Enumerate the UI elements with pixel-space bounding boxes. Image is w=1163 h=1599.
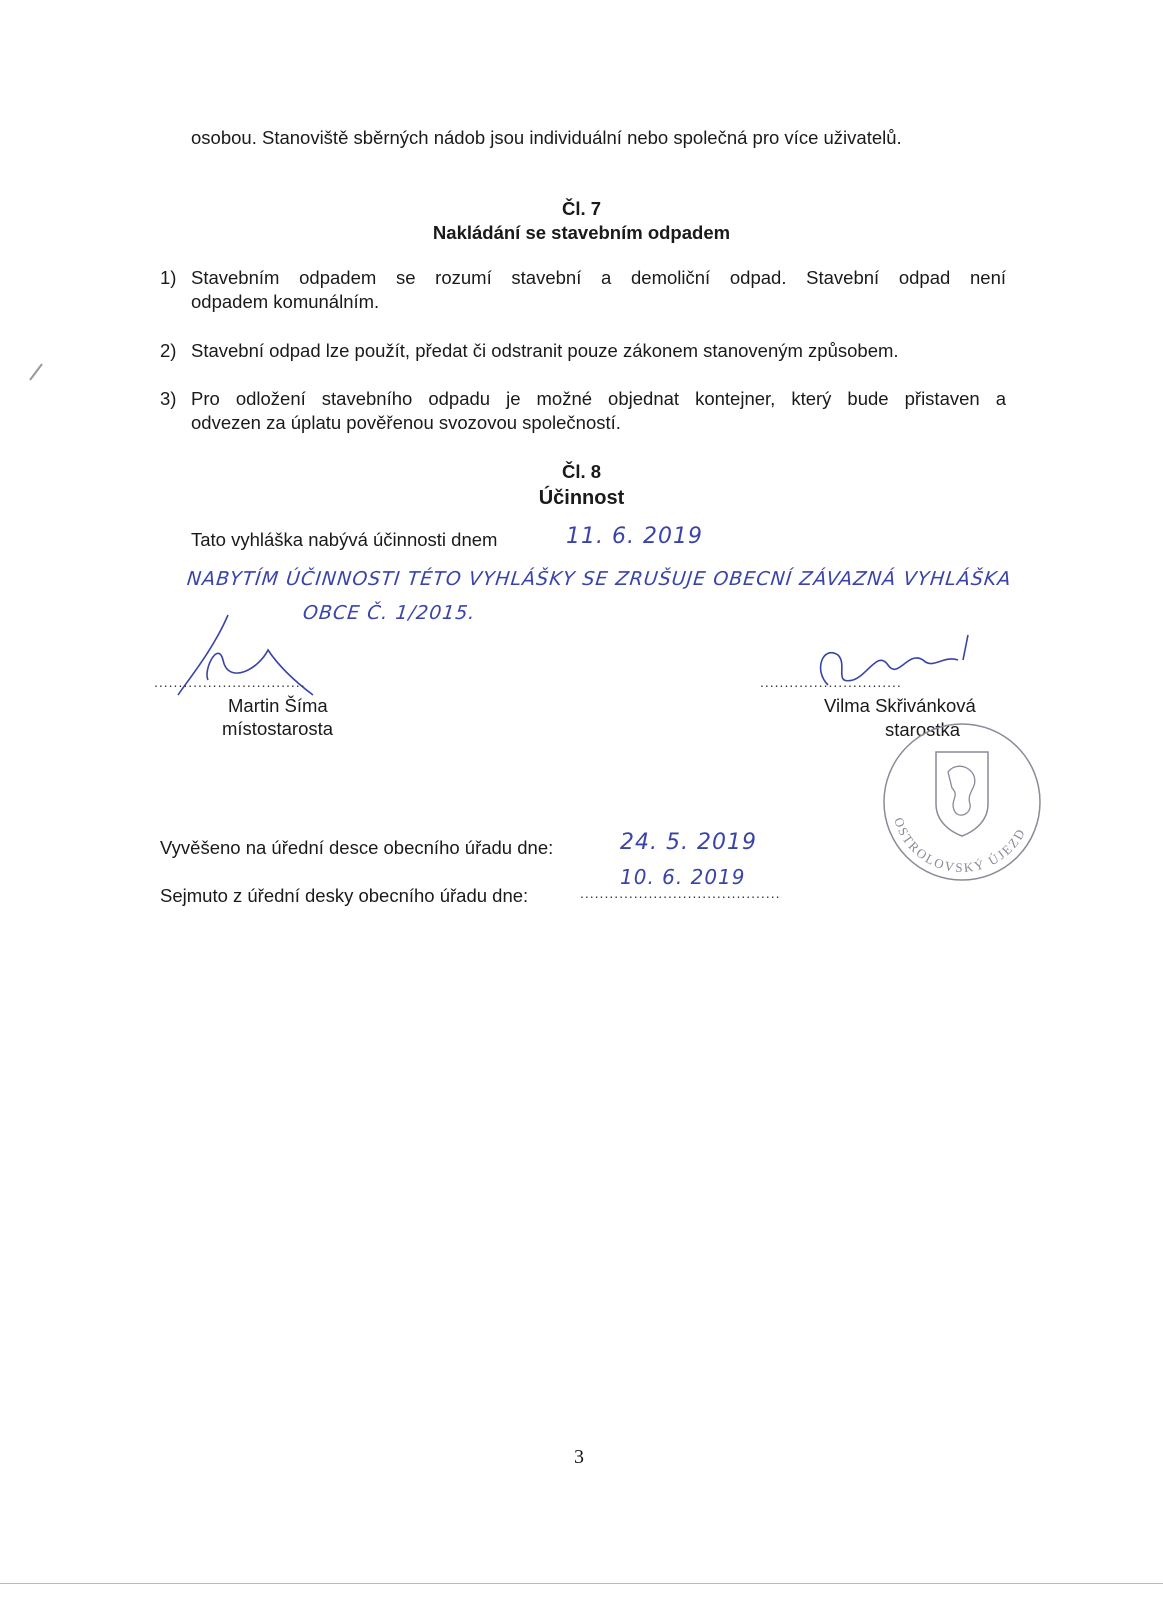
- signature-line-right: .............................: [760, 674, 902, 690]
- signatory-right-name: Vilma Skřivánková: [824, 695, 976, 716]
- page-number: 3: [574, 1446, 584, 1468]
- item-number: 3): [160, 388, 177, 409]
- item-number: 1): [160, 267, 177, 288]
- effect-date-handwritten: 11. 6. 2019: [566, 524, 703, 549]
- signatory-right-role: starostka: [885, 719, 961, 740]
- signatory-left-name: Martin Šíma: [228, 695, 328, 716]
- effect-text: Tato vyhláška nabývá účinnosti dnem: [191, 529, 498, 550]
- item-line: odvezen za úplatu pověřenou svozovou společností.: [191, 412, 621, 433]
- removed-label: Sejmuto z úřední desky obecního úřadu dne:: [160, 885, 529, 906]
- removed-date-line: .........................................: [580, 885, 781, 901]
- item-number: 2): [160, 340, 177, 361]
- item-line: odpadem komunálním.: [191, 291, 380, 312]
- item-line: Stavební odpad lze použít, předat či odstranit pouze zákonem stanoveným způsobem.: [191, 340, 899, 361]
- svg-text:OSTROLOVSKÝ ÚJEZD: OSTROLOVSKÝ ÚJEZD: [891, 815, 1029, 876]
- signature-line-left: ...............................: [154, 674, 306, 690]
- article-8-number: Čl. 8: [561, 461, 602, 482]
- article-7-number: Čl. 7: [561, 198, 602, 219]
- posted-label: Vyvěšeno na úřední desce obecního úřadu dne:: [160, 837, 554, 858]
- posted-date-handwritten: 24. 5. 2019: [620, 830, 757, 855]
- intro-line: osobou. Stanoviště sběrných nádob jsou individuální nebo společná pro více uživatelů.: [191, 127, 902, 148]
- signatory-left-role: místostarosta: [222, 718, 334, 739]
- handwritten-note-line-2: OBCE Č. 1/2015.: [301, 602, 477, 624]
- handwritten-note-line-1: NABYTÍM ÚČINNOSTI TÉTO VYHLÁŠKY SE ZRUŠUJE OBECNÍ ZÁVAZNÁ VYHLÁŠKA: [185, 568, 1013, 590]
- scan-edge-line: [0, 1583, 1163, 1584]
- item-line: Stavebním odpadem se rozumí stavební a demoliční odpad. Stavební odpad není: [191, 267, 1006, 288]
- removed-date-handwritten: 10. 6. 2019: [620, 865, 746, 889]
- municipal-seal: [878, 722, 1046, 882]
- article-7-title: Nakládání se stavebním odpadem: [432, 222, 731, 243]
- article-8-title: Účinnost: [538, 487, 625, 509]
- scan-mark: [28, 362, 44, 382]
- item-line: Pro odložení stavebního odpadu je možné objednat kontejner, který bude přistaven a: [191, 388, 1006, 409]
- signature-left: [168, 610, 318, 705]
